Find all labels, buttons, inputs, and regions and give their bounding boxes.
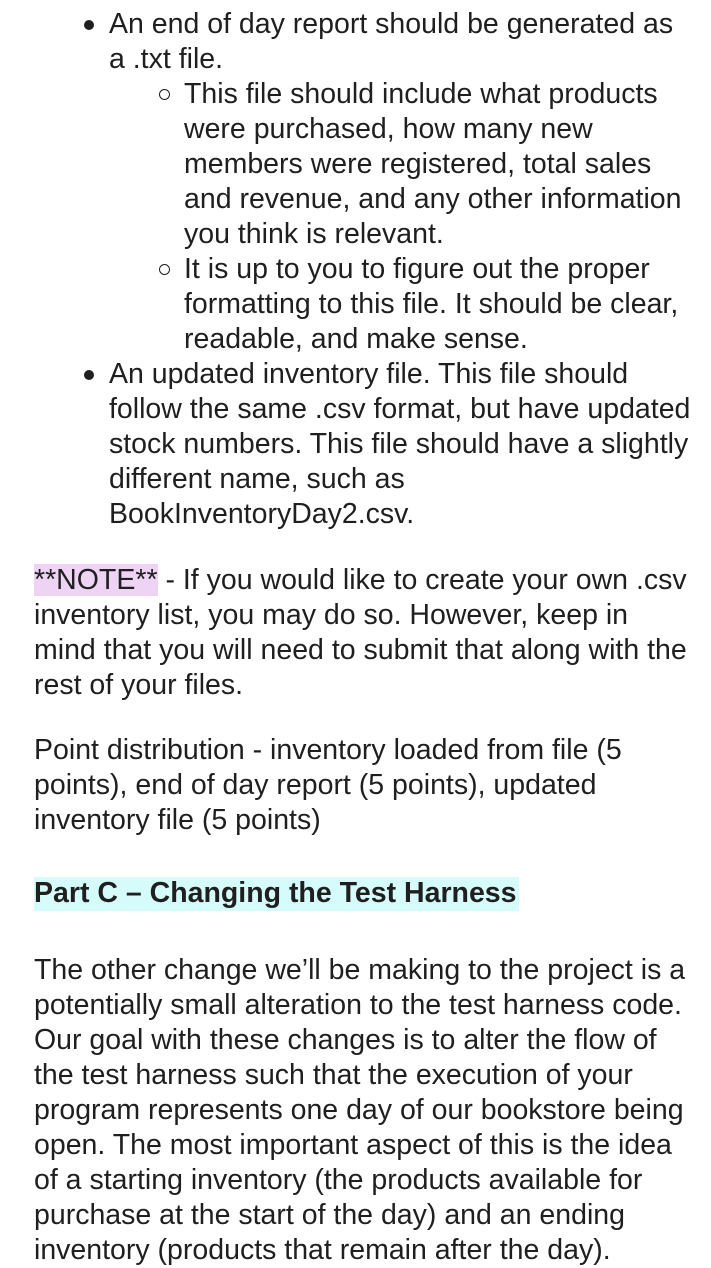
note-paragraph bbox=[34, 563, 694, 703]
list-item-text: An updated inventory file. This file should follow the same .csv format, but have updated stock numbers. This file should have a slightly different name, such as BookInventoryDay2.csv. bbox=[109, 358, 691, 530]
sub-list-item bbox=[109, 77, 691, 252]
point-distribution-paragraph: Point distribution - inventory loaded from file (5 points), end of day report (5 points), updated inventory file (5 points) bbox=[34, 734, 622, 836]
bullet-dot-icon bbox=[84, 20, 94, 30]
requirements-list bbox=[0, 7, 711, 532]
sub-list-item-text: It is up to you to figure out the proper formatting to this file. It should be clear, readable, and make sense. bbox=[184, 253, 679, 355]
list-item bbox=[0, 357, 711, 532]
section-heading-text: Part C – Changing the Test Harness bbox=[34, 877, 517, 909]
bullet-dot-icon bbox=[84, 370, 94, 380]
sub-list bbox=[109, 77, 691, 357]
bullet-circle-icon bbox=[159, 89, 170, 100]
bullet-circle-icon bbox=[159, 264, 170, 275]
body-paragraph: The other change we’ll be making to the project is a potentially small alteration to the test harness code. Our goal with these changes is to alter the flow of the test harness such that the execution of your program represents one day of our bookstore being open. The most important aspect of this is the idea of a starting inventory (the products available for purchase at the start of the day) and an ending inventory (products that remain after the day). bbox=[34, 954, 686, 1266]
note-text: - If you would like to create your own .csv inventory list, you may do so. However, keep in mind that you will need to submit that along with the rest of your files. bbox=[34, 564, 687, 701]
sub-list-item-text: This file should include what products were purchased, how many new members were registered, total sales and revenue, and any other information you think is relevant. bbox=[184, 78, 682, 250]
list-item bbox=[0, 7, 711, 357]
note-label: **NOTE** bbox=[34, 564, 158, 596]
sub-list-item bbox=[109, 252, 691, 357]
list-item-text: An end of day report should be generated as a .txt file. bbox=[109, 8, 674, 75]
section-heading bbox=[34, 876, 519, 911]
